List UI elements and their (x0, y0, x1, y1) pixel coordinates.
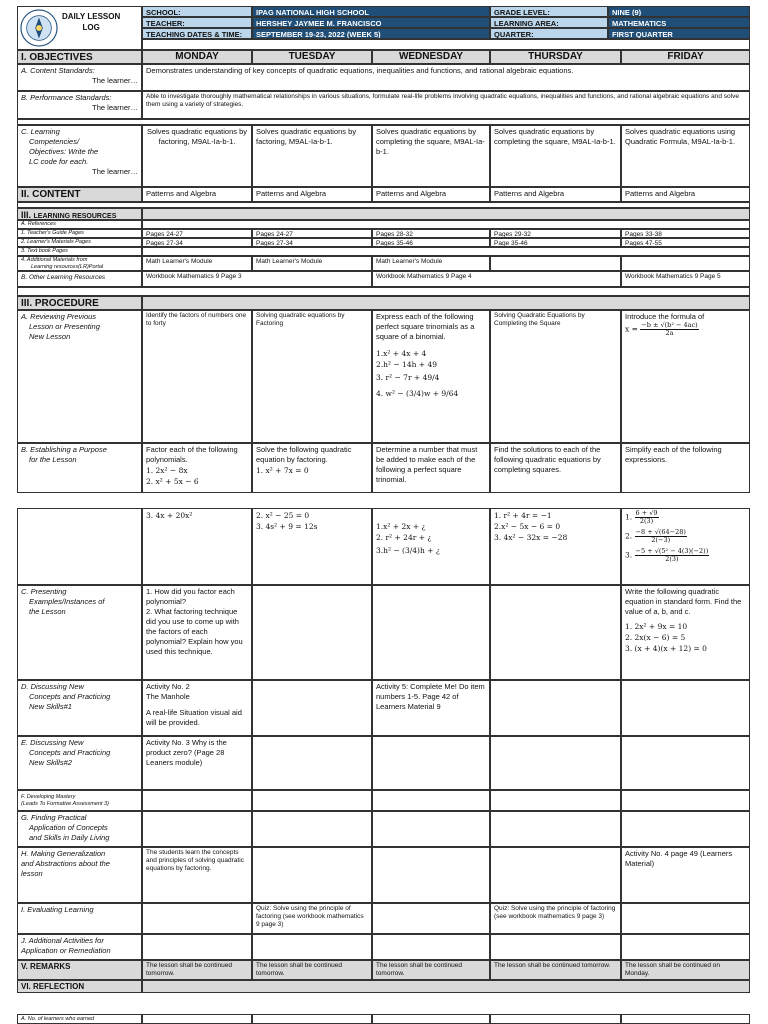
review-item: 4. w² − (3/4)w + 9/64 (376, 389, 459, 398)
additional-thursday (490, 256, 621, 271)
remarks-heading: V. REMARKS (17, 960, 142, 980)
grade-value: NINE (9) (608, 6, 750, 17)
deped-seal-icon (20, 9, 58, 47)
discussing1-friday (621, 680, 750, 736)
review-item: 1.x² + 4x + 4 (376, 349, 427, 358)
remarks-wednesday: The lesson shall be continued tomorrow. (372, 960, 490, 980)
day-friday: FRIDAY (621, 50, 750, 64)
additional-monday: Math Learner's Module (142, 256, 252, 271)
purpose-item: 3. 4x + 20x² (146, 511, 193, 520)
reflection-a-label: A. No. of learners who earned (17, 1014, 142, 1024)
tg-friday: Pages 33-38 (621, 229, 750, 238)
dll-page-3 (17, 1014, 750, 1024)
evaluating-wednesday (372, 903, 490, 934)
evaluating-tuesday: Quiz: Solve using the principle of factoring (see workbook mathematics 9 page 3) (252, 903, 372, 934)
competency-friday: Solves quadratic equations using Quadratic Formula, M9AL-Ia-b-1. (621, 125, 750, 187)
evaluating-monday (142, 903, 252, 934)
school-value: IPAG NATIONAL HIGH SCHOOL (252, 6, 490, 17)
purpose-wednesday-cont (372, 508, 490, 585)
teacher-label: TEACHER: (142, 17, 252, 28)
competency-monday: Solves quadratic equations by factoring, M9AL-Ia-b-1. (142, 125, 252, 187)
simplify-item: 1. $\frac{6 + √9}{2(3)}$ (625, 509, 658, 525)
reviewing-tuesday: Solving quadratic equations by Factoring (252, 310, 372, 443)
content-monday: Patterns and Algebra (142, 187, 252, 202)
school-label: SCHOOL: (142, 6, 252, 17)
competencies-label: C. Learning Competencies/ Objectives: Write the LC code for each. The learner… (17, 125, 142, 187)
area-value: MATHEMATICS (608, 17, 750, 28)
lm-wednesday: Pages 35-46 (372, 238, 490, 247)
performance-standards-text: Able to investigate thoroughly mathematical relationships in various situations, formulate real-life problems involving quadratic equations, inequalities and functions, and rational algebraic equations and solve them using a variety of strategies. (142, 91, 750, 119)
day-tuesday: TUESDAY (252, 50, 372, 64)
lm-label: 2. Learner's Materials Pages (17, 238, 142, 247)
content-thursday: Patterns and Algebra (490, 187, 621, 202)
objectives-heading: I. OBJECTIVES (17, 50, 142, 64)
purpose-monday-cont (142, 508, 252, 585)
header-spacer (142, 39, 750, 50)
purpose-tuesday: Solve the following quadratic equation by factoring. 1. x² + 7x = 0 (252, 443, 372, 493)
resources-heading: III. LEARNING RESOURCES (17, 208, 142, 220)
presenting-thursday (490, 585, 621, 680)
reviewing-label: A. Reviewing Previous Lesson or Presenting New Lesson (17, 310, 142, 443)
discussing1-tuesday (252, 680, 372, 736)
purpose-thursday: Find the solutions to each of the following quadratic equations by completing squares. (490, 443, 621, 493)
lm-tuesday: Pages 27-34 (252, 238, 372, 247)
day-thursday: THURSDAY (490, 50, 621, 64)
dll-page-1 (17, 6, 750, 493)
grade-label: GRADE LEVEL: (490, 6, 608, 17)
references-label: A. References (17, 220, 142, 229)
dll-page-2 (17, 508, 750, 993)
purpose-thursday-cont (490, 508, 621, 585)
other-resources-friday: Workbook Mathematics 9 Page 5 (621, 271, 750, 287)
quadratic-formula: x = $\frac{\text{−b ± √(b² − 4ac)}}{2a}$ (625, 321, 698, 337)
additional-activities-thursday (490, 934, 621, 960)
evaluating-friday (621, 903, 750, 934)
remarks-tuesday: The lesson shall be continued tomorrow. (252, 960, 372, 980)
reflection-heading: VI. REFLECTION (17, 980, 142, 993)
standard-form-item: 3. (x + 4)(x + 12) = 0 (625, 644, 707, 653)
presenting-wednesday (372, 585, 490, 680)
generalization-friday: Activity No. 4 page 49 (Learners Material) (621, 847, 750, 903)
purpose-friday-cont (621, 508, 750, 585)
resources-heading-fill (142, 208, 750, 220)
application-friday (621, 811, 750, 847)
lm-thursday: Page 35-46 (490, 238, 621, 247)
additional-friday (621, 256, 750, 271)
tg-label: 1. Teacher's Guide Pages (17, 229, 142, 238)
other-resources-mon-tue: Workbook Mathematics 9 Page 3 (142, 271, 372, 287)
reflection-a-thursday (490, 1014, 621, 1024)
content-standards-label: A. Content Standards: The learner… (17, 64, 142, 91)
other-resources-wed-thu: Workbook Mathematics 9 Page 4 (372, 271, 621, 287)
references-row (142, 220, 750, 229)
simplify-item: 2. $\frac{-8 + √(64-28)}{2(-3)}$ (625, 528, 686, 544)
purpose-item: 2.x² − 5x − 6 = 0 (494, 522, 561, 531)
tg-monday: Pages 24-27 (142, 229, 252, 238)
mastery-friday (621, 790, 750, 811)
procedure-heading: III. PROCEDURE (17, 296, 142, 310)
purpose-item: 1.x² + 2x + ¿ (376, 522, 426, 531)
discussing1-thursday (490, 680, 621, 736)
additional-materials-label: 4. Additional Materials from Learning resources(LR)Portal (17, 256, 142, 271)
dates-value: SEPTEMBER 19-23, 2022 (WEEK 5) (252, 28, 490, 39)
remarks-thursday: The lesson shall be continued tomorrow. (490, 960, 621, 980)
additional-activities-friday (621, 934, 750, 960)
purpose-monday: Factor each of the following polynomials. 1. 2x² − 8x 2. x² + 5x − 6 (142, 443, 252, 493)
content-wednesday: Patterns and Algebra (372, 187, 490, 202)
presenting-friday: Write the following quadratic equation in standard form. Find the value of a, b, and c. 1. 2x² + 9x = 10 2. 2x(x − 6) = 5 3. (x + 4)(x + 12) = 0 (621, 585, 750, 680)
reflection-a-monday (142, 1014, 252, 1024)
review-item: 2.h² − 14h + 49 (376, 360, 438, 369)
competency-tuesday: Solves quadratic equations by factoring, M9AL-Ia-b-1. (252, 125, 372, 187)
application-monday (142, 811, 252, 847)
generalization-tuesday (252, 847, 372, 903)
textbook-row (142, 247, 750, 256)
other-resources-label: B. Other Learning Resources (17, 271, 142, 287)
additional-activities-wednesday (372, 934, 490, 960)
reviewing-monday: Identify the factors of numbers one to forty (142, 310, 252, 443)
purpose-item: 3. 4s² + 9 = 12s (256, 522, 318, 531)
generalization-monday: The students learn the concepts and principles of solving quadratic equations by factoring. (142, 847, 252, 903)
lm-monday: Pages 27-34 (142, 238, 252, 247)
purpose-wednesday: Determine a number that must be added to make each of the following a perfect square trinomial. (372, 443, 490, 493)
tg-wednesday: Pages 28-32 (372, 229, 490, 238)
application-thursday (490, 811, 621, 847)
reflection-heading-fill (142, 980, 750, 993)
purpose-label-cont (17, 508, 142, 585)
dates-label: TEACHING DATES & TIME: (142, 28, 252, 39)
lm-friday: Pages 47-55 (621, 238, 750, 247)
additional-wednesday: Math Learner's Module (372, 256, 490, 271)
purpose-item: 3.h² − (3/4)h + ¿ (376, 546, 440, 555)
purpose-item: 2. r² + 24r + ¿ (376, 533, 432, 542)
discussing2-label: E. Discussing New Concepts and Practicing New Skills#2 (17, 736, 142, 790)
evaluating-label: I. Evaluating Learning (17, 903, 142, 934)
discussing2-tuesday (252, 736, 372, 790)
discussing2-thursday (490, 736, 621, 790)
simplify-item: 3. $\frac{\text{−5 + √(5² − 4(3)(−2))}}{2(3)}$ (625, 547, 709, 563)
application-label: G. Finding Practical Application of Concepts and Skills in Daily Living (17, 811, 142, 847)
discussing1-wednesday: Activity 5: Complete Me! Do item numbers 1-5. Page 42 of Learners Material 9 (372, 680, 490, 736)
generalization-thursday (490, 847, 621, 903)
area-label: LEARNING AREA: (490, 17, 608, 28)
generalization-wednesday (372, 847, 490, 903)
presenting-monday: 1. How did you factor each polynomial? 2. What factoring technique did you use to come up with the factors of each polynomial? Explain how you used this technique. (142, 585, 252, 680)
purpose-item: 3. 4x² − 32x = −28 (494, 533, 568, 542)
tg-thursday: Pages 29-32 (490, 229, 621, 238)
reflection-a-friday (621, 1014, 750, 1024)
evaluating-thursday: Quiz: Solve using the principle of factoring (see workbook mathematics 9 page 3) (490, 903, 621, 934)
application-tuesday (252, 811, 372, 847)
presenting-tuesday (252, 585, 372, 680)
purpose-item: 2. x² + 5x − 6 (146, 477, 199, 486)
reflection-a-tuesday (252, 1014, 372, 1024)
mastery-thursday (490, 790, 621, 811)
day-wednesday: WEDNESDAY (372, 50, 490, 64)
mastery-tuesday (252, 790, 372, 811)
purpose-item: 2. x² − 25 = 0 (256, 511, 310, 520)
dll-title: DAILY LESSON LOG (62, 12, 121, 32)
additional-tuesday: Math Learner's Module (252, 256, 372, 271)
additional-activities-monday (142, 934, 252, 960)
standard-form-item: 1. 2x² + 9x = 10 (625, 622, 688, 631)
discussing2-wednesday (372, 736, 490, 790)
competency-wednesday: Solves quadratic equations by completing the square, M9AL-Ia-b-1. (372, 125, 490, 187)
quarter-value: FIRST QUARTER (608, 28, 750, 39)
purpose-friday: Simplify each of the following expressions. (621, 443, 750, 493)
mastery-wednesday (372, 790, 490, 811)
procedure-heading-fill (142, 296, 750, 310)
purpose-item: 1. r² + 4r = −1 (494, 511, 552, 520)
mastery-label: F. Developing Mastery (Leads To Formative Assessment 3) (17, 790, 142, 811)
textbook-label: 3. Text book Pages (17, 247, 142, 256)
reviewing-wednesday: Express each of the following perfect square trinomials as a square of a binomial. 1.x² + 4x + 4 2.h² − 14h + 49 3. r² − 7r + 49/4 4. w² − (3/4)w + 9/64 (372, 310, 490, 443)
purpose-label: B. Establishing a Purpose for the Lesson (17, 443, 142, 493)
reviewing-thursday: Solving Quadratic Equations by Completing the Square (490, 310, 621, 443)
day-monday: MONDAY (142, 50, 252, 64)
remarks-friday: The lesson shall be continued on Monday. (621, 960, 750, 980)
content-tuesday: Patterns and Algebra (252, 187, 372, 202)
discussing2-monday: Activity No. 3 Why is the product zero? (Page 28 Leaners module) (142, 736, 252, 790)
teacher-value: HERSHEY JAYMEE M. FRANCISCO (252, 17, 490, 28)
additional-activities-tuesday (252, 934, 372, 960)
content-friday: Patterns and Algebra (621, 187, 750, 202)
reviewing-friday: Introduce the formula of x = $\frac{\text{−b ± √(b² − 4ac)}}{2a}$ (621, 310, 750, 443)
mastery-monday (142, 790, 252, 811)
additional-activities-label: J. Additional Activities for Application or Remediation (17, 934, 142, 960)
competency-thursday: Solves quadratic equations by completing the square, M9AL-Ia-b-1. (490, 125, 621, 187)
generalization-label: H. Making Generalization and Abstractions about the lesson (17, 847, 142, 903)
purpose-tuesday-cont (252, 508, 372, 585)
review-item: 3. r² − 7r + 49/4 (376, 373, 440, 382)
purpose-item: 1. x² + 7x = 0 (256, 466, 309, 475)
tg-tuesday: Pages 24-27 (252, 229, 372, 238)
standard-form-item: 2. 2x(x − 6) = 5 (625, 633, 686, 642)
remarks-monday: The lesson shall be continued tomorrow. (142, 960, 252, 980)
reflection-a-wednesday (372, 1014, 490, 1024)
discussing1-label: D. Discussing New Concepts and Practicing New Skills#1 (17, 680, 142, 736)
performance-standards-label: B. Performance Standards: The learner… (17, 91, 142, 119)
purpose-item: 1. 2x² − 8x (146, 466, 188, 475)
quarter-label: QUARTER: (490, 28, 608, 39)
discussing2-friday (621, 736, 750, 790)
application-wednesday (372, 811, 490, 847)
content-heading: II. CONTENT (17, 187, 142, 202)
discussing1-monday: Activity No. 2 The Manhole A real-life Situation visual aid will be provided. (142, 680, 252, 736)
presenting-label: C. Presenting Examples/Instances of the Lesson (17, 585, 142, 680)
content-standards-text: Demonstrates understanding of key concepts of quadratic equations, inequalities and functions, and rational algebraic equations. (142, 64, 750, 91)
logo-title-cell (17, 6, 142, 50)
spacer-row (17, 287, 750, 296)
